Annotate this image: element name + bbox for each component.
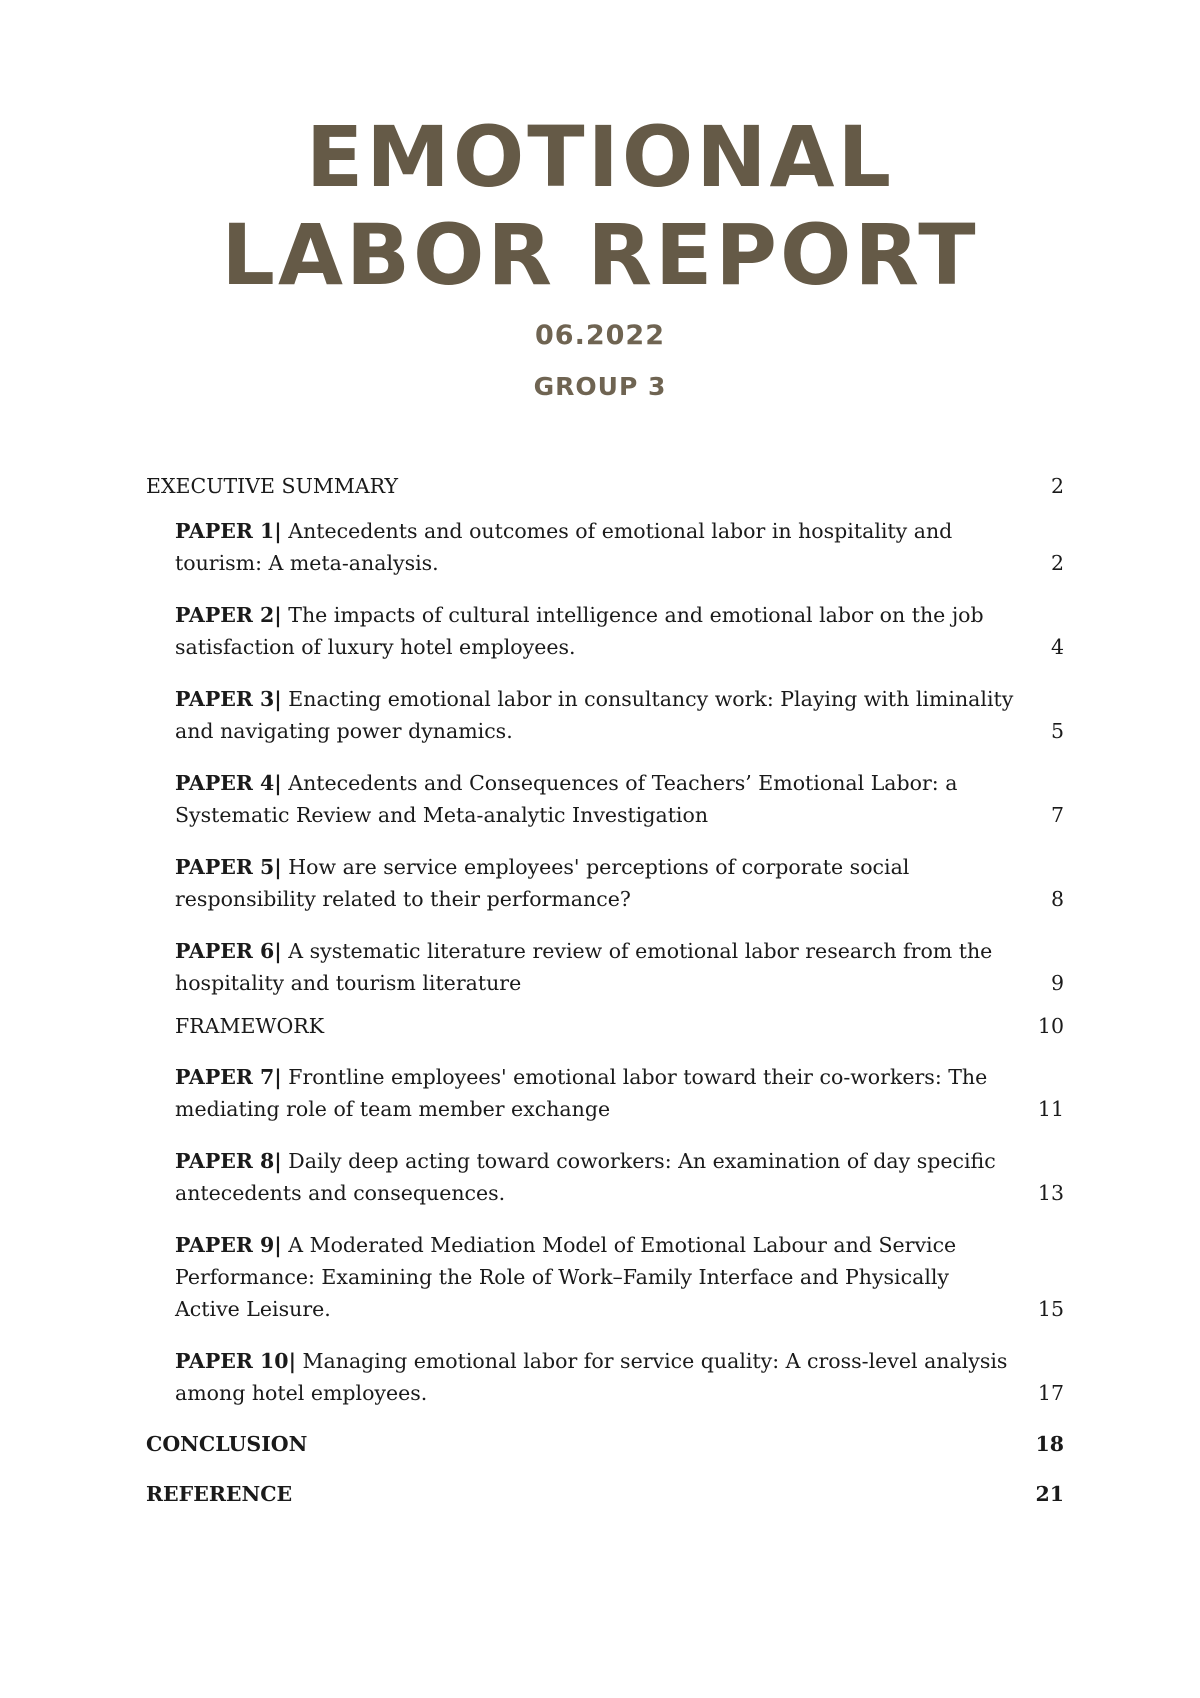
toc-entry-paper-9[interactable] bbox=[175, 1229, 1064, 1325]
toc-paper-title: Frontline employees' emotional labor toward their co-workers: The mediating role of team member exchange bbox=[175, 1065, 988, 1121]
toc-paper-title: Managing emotional labor for service quality: A cross-level analysis among hotel employees. bbox=[175, 1349, 1008, 1405]
toc-paper-title: How are service employees' perceptions of corporate social responsibility related to their performance? bbox=[175, 855, 910, 911]
toc-entry-paper-5[interactable] bbox=[175, 851, 1064, 915]
toc-paper-title: Enacting emotional labor in consultancy work: Playing with liminality and navigating power dynamics. bbox=[175, 687, 1014, 743]
toc-page-number: 10 bbox=[1037, 1014, 1064, 1038]
table-of-contents bbox=[146, 470, 1064, 1510]
toc-page-number: 4 bbox=[1050, 635, 1064, 659]
toc-page-number: 18 bbox=[1035, 1432, 1064, 1456]
report-group: GROUP 3 bbox=[533, 372, 667, 401]
toc-entry-framework[interactable] bbox=[175, 1010, 1064, 1042]
toc-page-number: 2 bbox=[1050, 551, 1064, 575]
report-date: 06.2022 bbox=[535, 320, 665, 351]
toc-page-number: 11 bbox=[1037, 1097, 1064, 1121]
toc-paper-lead: PAPER 4| bbox=[175, 771, 282, 795]
toc-paper-lead: PAPER 6| bbox=[175, 939, 282, 963]
toc-entry-paper-2[interactable] bbox=[175, 599, 1064, 663]
toc-page-number: 8 bbox=[1050, 887, 1064, 911]
toc-paper-title: Antecedents and Consequences of Teachers’ Emotional Labor: a Systematic Review and Meta-analytic Investigation bbox=[175, 771, 958, 827]
toc-paper-lead: PAPER 2| bbox=[175, 603, 282, 627]
toc-entry-paper-6[interactable] bbox=[175, 935, 1064, 999]
toc-paper-lead: PAPER 5| bbox=[175, 855, 282, 879]
report-title bbox=[0, 108, 1200, 304]
toc-label: CONCLUSION bbox=[146, 1432, 308, 1456]
toc-page-number: 17 bbox=[1037, 1381, 1064, 1405]
toc-paper-lead: PAPER 7| bbox=[175, 1065, 282, 1089]
toc-entry-paper-3[interactable] bbox=[175, 683, 1064, 747]
toc-page-number: 5 bbox=[1050, 719, 1064, 743]
title-line-2: LABOR REPORT bbox=[221, 206, 979, 304]
toc-page-number: 7 bbox=[1050, 803, 1064, 827]
toc-page-number: 9 bbox=[1050, 971, 1064, 995]
toc-paper-lead: PAPER 9| bbox=[175, 1233, 282, 1257]
toc-paper-lead: PAPER 8| bbox=[175, 1149, 282, 1173]
toc-entry-reference[interactable] bbox=[146, 1478, 1064, 1510]
title-line-1: EMOTIONAL bbox=[305, 108, 895, 206]
toc-paper-title: A Moderated Mediation Model of Emotional Labour and Service Performance: Examining the Role of Work–Family Interface and Physically Active Leisure. bbox=[175, 1233, 957, 1321]
toc-paper-title: Antecedents and outcomes of emotional labor in hospitality and tourism: A meta-analysis. bbox=[175, 519, 953, 575]
toc-entry-paper-8[interactable] bbox=[175, 1145, 1064, 1209]
toc-label: FRAMEWORK bbox=[175, 1014, 325, 1038]
toc-entry-paper-7[interactable] bbox=[175, 1061, 1064, 1125]
toc-page-number: 15 bbox=[1037, 1297, 1064, 1321]
toc-label: REFERENCE bbox=[146, 1482, 293, 1506]
toc-entry-paper-1[interactable] bbox=[175, 515, 1064, 579]
toc-paper-lead: PAPER 3| bbox=[175, 687, 282, 711]
toc-paper-title: A systematic literature review of emotional labor research from the hospitality and tourism literature bbox=[175, 939, 993, 995]
toc-entry-executive-summary[interactable] bbox=[146, 470, 1064, 502]
toc-page-number: 13 bbox=[1037, 1181, 1064, 1205]
toc-paper-title: Daily deep acting toward coworkers: An examination of day specific antecedents and consequences. bbox=[175, 1149, 996, 1205]
toc-label: EXECUTIVE SUMMARY bbox=[146, 474, 398, 498]
toc-entry-paper-10[interactable] bbox=[175, 1345, 1064, 1409]
toc-paper-lead: PAPER 1| bbox=[175, 519, 282, 543]
toc-paper-lead: PAPER 10| bbox=[175, 1349, 297, 1373]
toc-paper-title: The impacts of cultural intelligence and emotional labor on the job satisfaction of luxury hotel employees. bbox=[175, 603, 984, 659]
toc-page-number: 21 bbox=[1035, 1482, 1064, 1506]
toc-entry-conclusion[interactable] bbox=[146, 1428, 1064, 1460]
toc-page-number: 2 bbox=[1050, 474, 1064, 498]
toc-entry-paper-4[interactable] bbox=[175, 767, 1064, 831]
